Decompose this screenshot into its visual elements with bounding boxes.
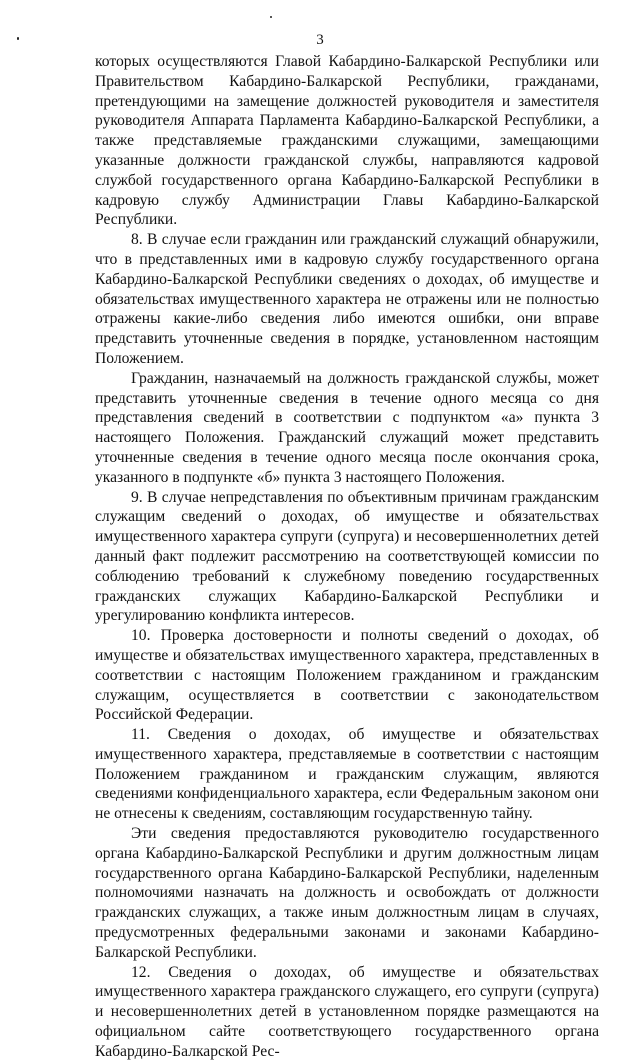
page-number: 3	[316, 32, 324, 48]
scan-speck	[270, 16, 272, 18]
paragraph-10: 10. Проверка достоверности и полноты сведений о доходах, об имуществе и обязательствах имущественного характера, представленных в соответствии с настоящим Положением гражданином и гражданским служащим, осуществляется в соответствии с законодательством Российской Федерации.	[95, 627, 599, 724]
paragraph-continuation: которых осуществляются Главой Кабардино-Балкарской Республики или Правительством Кабардино-Балкарской Республики, гражданами, претендующими на замещение должностей руководителя и заместителя руководителя Аппарата Парламента Кабардино-Балкарской Республики, а также представляемые гражданскими служащими, замещающими указанные должности гражданской службы, направляются кадровой службой государственного органа Кабардино-Балкарской Республики в кадровую службу Администрации Главы Кабардино-Балкарской Республики.	[95, 53, 599, 229]
paragraph-11: 11. Сведения о доходах, об имуществе и обязательствах имущественного характера, представляемые в соответствии с настоящим Положением гражданином и гражданским служащим, являются сведениями конфиденциального характера, если Федеральным законом они не отнесены к сведениям, составляющим государственную тайну.	[95, 726, 599, 823]
paragraph-9: 9. В случае непредставления по объективным причинам гражданским служащим сведений о доходах, об имуществе и обязательствах имущественного характера супруги (супруга) и несовершеннолетних детей данный факт подлежит рассмотрению на соответствующей комиссии по соблюдению требований к служебному поведению государственных гражданских служащих Кабардино-Балкарской Республики и урегулированию конфликта интересов.	[95, 488, 599, 625]
document-body	[95, 52, 599, 1062]
paragraph-11-continued: Эти сведения предоставляются руководителю государственного органа Кабардино-Балкарской Республики и другим должностным лицам государственного органа Кабардино-Балкарской Республики, наделенным полномочиями назначать на должность и освобождать от должности гражданских служащих, а также иным должностным лицам в случаях, предусмотренных федеральными законами и законами Кабардино-Балкарской Республики.	[95, 825, 599, 961]
paragraph-8: 8. В случае если гражданин или гражданский служащий обнаружили, что в представленных ими в кадровую службу государственного органа Кабардино-Балкарской Республики сведениях о доходах, об имуществе и обязательствах имущественного характера не отражены или не полностью отражены какие-либо сведения либо имеются ошибки, они вправе представить уточненные сведения в порядке, установленном настоящим Положением.	[95, 231, 599, 367]
paragraph-12: 12. Сведения о доходах, об имуществе и обязательствах имущественного характера гражданского служащего, его супруги (супруга) и несовершеннолетних детей в установленном порядке размещаются на официальном сайте соответствующего государственного органа Кабардино-Балкарской Рес-	[95, 963, 599, 1060]
paragraph-8-continued: Гражданин, назначаемый на должность гражданской службы, может представить уточненные сведения в течение одного месяца со дня представления сведений в соответствии с подпунктом «а» пункта 3 настоящего Положения. Гражданский служащий может представить уточненные сведения в течение одного месяца после окончания срока, указанного в подпункте «б» пункта 3 настоящего Положения.	[95, 369, 599, 486]
